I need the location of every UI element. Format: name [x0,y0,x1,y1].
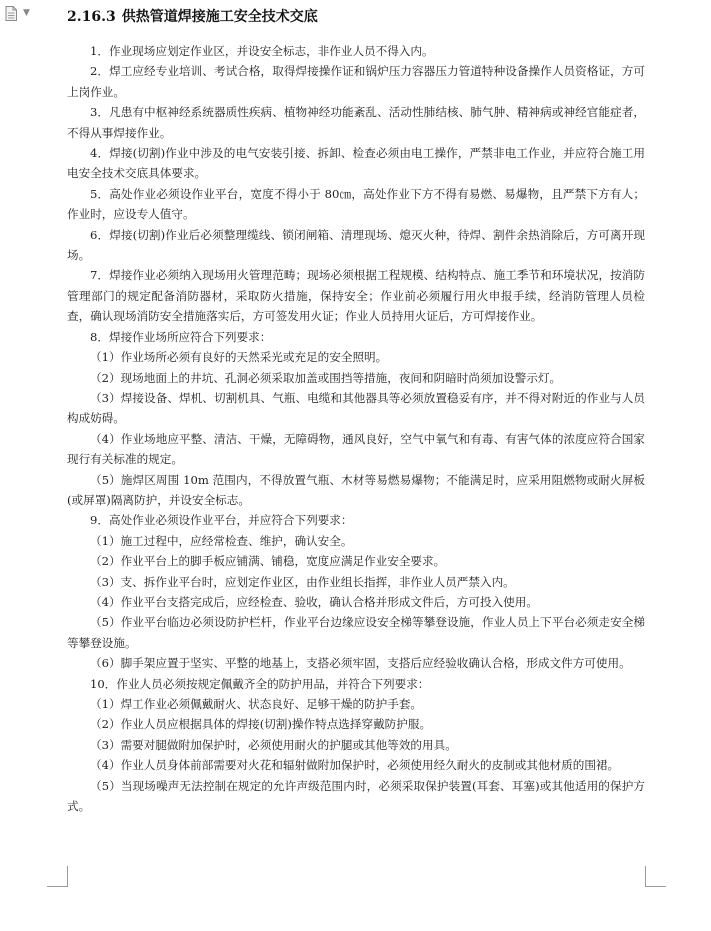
paragraph: 2．焊工应经专业培训、考试合格，取得焊接操作证和锅炉压力容器压力管道特种设备操作人员资格证，方可上岗作业。 [67,64,645,99]
paragraph: （2）作业人员应根据具体的焊接(切割)操作特点选择穿戴防护服。 [90,717,432,732]
paragraph: （1）焊工作业必须佩戴耐火、状态良好、足够干燥的防护手套。 [90,697,423,711]
document-icon[interactable] [5,6,17,21]
paragraph: （5）作业平台临边必须设防护栏杆，作业平台边缘应设安全梯等攀登设施，作业人员上下平台必须走安全梯等攀登设施。 [67,615,645,650]
paragraph: （6）脚手架应置于坚实、平整的地基上，支搭必须牢固，支搭后应经验收确认合格，形成文件方可使用。 [90,656,631,671]
paragraph: 10．作业人员必须按规定佩戴齐全的防护用品，并符合下列要求： [90,676,430,691]
paragraph: （3）需要对腿做附加保护时，必须使用耐火的护腿或其他等效的用具。 [90,737,457,752]
document-body [67,41,645,816]
paragraph: 4．焊接(切割)作业中涉及的电气安装引接、拆卸、检查必须由电工操作，严禁非电工作业，并应符合施工用电安全技术交底具体要求。 [67,146,645,181]
paragraph: 6．焊接(切割)作业后必须整理缆线、锁闭闸箱、清理现场、熄灭火种，待焊、割件余热消除后，方可离开现场。 [67,227,645,263]
paragraph: （5）施焊区周围 10m 范围内，不得放置气瓶、木材等易燃易爆物；不能满足时，应采用阻燃物或耐火屏板(或屏罩)隔离防护，并设安全标志。 [67,472,645,507]
paragraph: 7．焊接作业必须纳入现场用火管理范畴；现场必须根据工程规模、结构特点、施工季节和环境状况，按消防管理部门的规定配备消防器材，采取防火措施，保持安全；作业前必须履行用火申报手续，经消防管理人员检查，确认现场消防安全措施落实后，方可签发用火证；作业人员持用火证后，方可焊接作业。 [67,268,645,324]
paragraph: 5．高处作业必须设作业平台，宽度不得小于 80㎝，高处作业下方不得有易燃、易爆物，且严禁下方有人；作业时，应设专人值守。 [67,186,645,222]
paragraph: 1．作业现场应划定作业区，并设安全标志，非作业人员不得入内。 [90,44,434,58]
paragraph: （4）作业人员身体前部需要对火花和辐射做附加保护时，必须使用经久耐火的皮制或其他材质的围裙。 [90,758,620,773]
paragraph: 8．焊接作业场所应符合下列要求： [90,329,272,344]
section-heading [67,6,318,26]
paragraph: （1）作业场所必须有良好的天然采光或充足的安全照明。 [90,350,388,365]
paragraph: 9．高处作业必须设作业平台，并应符合下列要求： [90,513,353,528]
page-corner-mark-right [645,866,666,887]
paragraph: 3．凡患有中枢神经系统器质性疾病、植物神经功能紊乱、活动性肺结核、肺气肿、精神病或神经官能症者，不得从事焊接作业。 [67,105,645,140]
page-corner-mark-left [47,866,68,887]
paragraph: （2）作业平台上的脚手板应铺满、铺稳，宽度应满足作业安全要求。 [90,554,446,569]
paragraph: （3）焊接设备、焊机、切割机具、气瓶、电缆和其他器具等必须放置稳妥有序，并不得对附近的作业与人员构成妨碍。 [67,390,645,426]
paragraph: （5）当现场噪声无法控制在规定的允许声级范围内时，必须采取保护装置(耳套、耳塞)或其他适用的保护方式。 [67,778,645,814]
paragraph: （3）支、拆作业平台时，应划定作业区，由作业组长指挥，非作业人员严禁入内。 [90,574,515,589]
section-title: 供热管道焊接施工安全技术交底 [121,9,318,25]
paragraph: （2）现场地面上的井坑、孔洞必须采取加盖或围挡等措施，夜间和阴暗时尚须加设警示灯。 [90,370,562,385]
chevron-down-icon[interactable]: ▼ [23,8,30,18]
paragraph: （4）作业场地应平整、清洁、干燥，无障碍物，通风良好，空气中氧气和有毒、有害气体的浓度应符合国家现行有关标准的规定。 [67,431,645,467]
section-number: 2.16.3 [67,9,116,25]
paragraph: （1）施工过程中，应经常检查、维护，确认安全。 [90,533,353,548]
paragraph: （4）作业平台支搭完成后，应经检查、验收，确认合格并形成文件后，方可投入使用。 [90,594,538,609]
